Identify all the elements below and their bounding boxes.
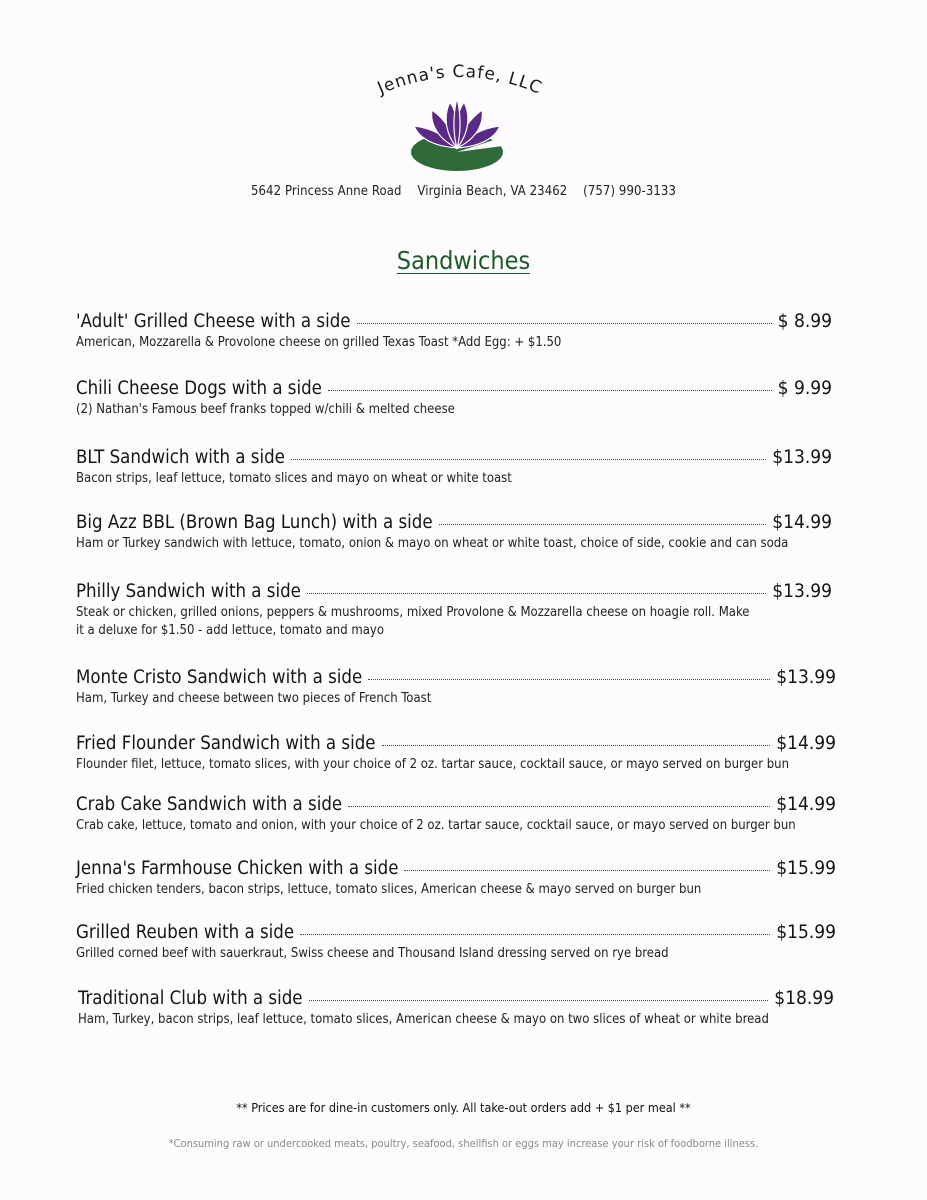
- item-price: $13.99: [772, 580, 832, 602]
- item-description: Steak or chicken, grilled onions, peppers & mushrooms, mixed Provolone & Mozzarella cheese on hoagie roll. Make it a deluxe for $1.50 - add lettuce, tomato and mayo: [76, 605, 750, 638]
- dot-leader: [404, 870, 770, 871]
- city-state-zip: Virginia Beach, VA 23462: [417, 184, 568, 199]
- menu-item: [76, 446, 832, 488]
- item-price: $14.99: [776, 732, 836, 754]
- item-name: Big Azz BBL (Brown Bag Lunch) with a side: [76, 512, 433, 533]
- menu-item: [76, 580, 832, 640]
- menu-item: [76, 666, 836, 708]
- item-price: $13.99: [776, 666, 836, 688]
- item-description: (2) Nathan's Famous beef franks topped w/chili & melted cheese: [76, 402, 455, 417]
- svg-text:Jenna's Cafe, LLC: [374, 62, 545, 99]
- menu-item: [76, 732, 836, 774]
- dot-leader: [368, 679, 770, 680]
- item-description: Bacon strips, leaf lettuce, tomato slices and mayo on wheat or white toast: [76, 471, 512, 486]
- item-price: $ 8.99: [777, 310, 832, 332]
- item-description: Ham, Turkey and cheese between two pieces of French Toast: [76, 691, 432, 706]
- dot-leader: [300, 934, 770, 935]
- item-name: Monte Cristo Sandwich with a side: [76, 667, 363, 688]
- item-name: Crab Cake Sandwich with a side: [76, 794, 343, 815]
- item-description: Grilled corned beef with sauerkraut, Swiss cheese and Thousand Island dressing served on rye bread: [76, 946, 669, 961]
- menu-item: [76, 857, 836, 899]
- menu-item: [76, 310, 832, 352]
- item-description: Fried chicken tenders, bacon strips, lettuce, tomato slices, American cheese & mayo served on burger bun: [76, 882, 702, 897]
- cafe-logo: [360, 62, 560, 182]
- item-description: Flounder filet, lettuce, tomato slices, with your choice of 2 oz. tartar sauce, cocktail sauce, or mayo served on burger bun: [76, 757, 789, 772]
- item-name: Chili Cheese Dogs with a side: [76, 378, 322, 399]
- item-name: Fried Flounder Sandwich with a side: [76, 733, 376, 754]
- item-name: Grilled Reuben with a side: [76, 922, 295, 943]
- dot-leader: [307, 593, 766, 594]
- health-disclaimer: *Consuming raw or undercooked meats, poultry, seafood, shellfish or eggs may increase your risk of foodborne illness.: [168, 1137, 759, 1150]
- street-address: 5642 Princess Anne Road: [250, 184, 402, 199]
- logo-text: Jenna's Cafe, LLC: [374, 62, 546, 99]
- item-name: BLT Sandwich with a side: [76, 447, 285, 468]
- item-name: Jenna's Farmhouse Chicken with a side: [76, 858, 399, 879]
- dot-leader: [328, 390, 772, 391]
- dot-leader: [309, 1000, 769, 1001]
- takeout-note: ** Prices are for dine-in customers only. All take-out orders add + $1 per meal **: [236, 1100, 691, 1115]
- item-price: $14.99: [772, 511, 832, 533]
- address-line: [0, 184, 927, 199]
- menu-item: [76, 921, 836, 963]
- menu-item: [78, 987, 834, 1029]
- item-name: 'Adult' Grilled Cheese with a side: [76, 311, 351, 332]
- dot-leader: [439, 524, 767, 525]
- item-price: $18.99: [774, 987, 834, 1009]
- item-price: $13.99: [772, 446, 832, 468]
- menu-item: [76, 793, 836, 835]
- lotus-logo-icon: [360, 62, 560, 182]
- item-price: $14.99: [776, 793, 836, 815]
- item-price: $15.99: [776, 857, 836, 879]
- dot-leader: [291, 459, 766, 460]
- menu-item: [76, 511, 832, 553]
- item-description: Ham, Turkey, bacon strips, leaf lettuce, tomato slices, American cheese & mayo on two slices of wheat or white bread: [78, 1012, 769, 1027]
- dot-leader: [348, 806, 770, 807]
- item-price: $ 9.99: [777, 377, 832, 399]
- menu-item: [76, 377, 832, 419]
- dot-leader: [357, 323, 772, 324]
- dot-leader: [382, 745, 771, 746]
- item-price: $15.99: [776, 921, 836, 943]
- item-description: Ham or Turkey sandwich with lettuce, tomato, onion & mayo on wheat or white toast, choice of side, cookie and can soda: [76, 536, 789, 551]
- section-title: Sandwiches: [396, 246, 531, 275]
- item-description: American, Mozzarella & Provolone cheese on grilled Texas Toast *Add Egg: + $1.50: [76, 335, 562, 350]
- item-name: Traditional Club with a side: [78, 988, 303, 1009]
- item-name: Philly Sandwich with a side: [76, 581, 301, 602]
- phone-number: (757) 990-3133: [583, 184, 677, 199]
- item-description: Crab cake, lettuce, tomato and onion, with your choice of 2 oz. tartar sauce, cocktail sauce, or mayo served on burger bun: [76, 818, 796, 833]
